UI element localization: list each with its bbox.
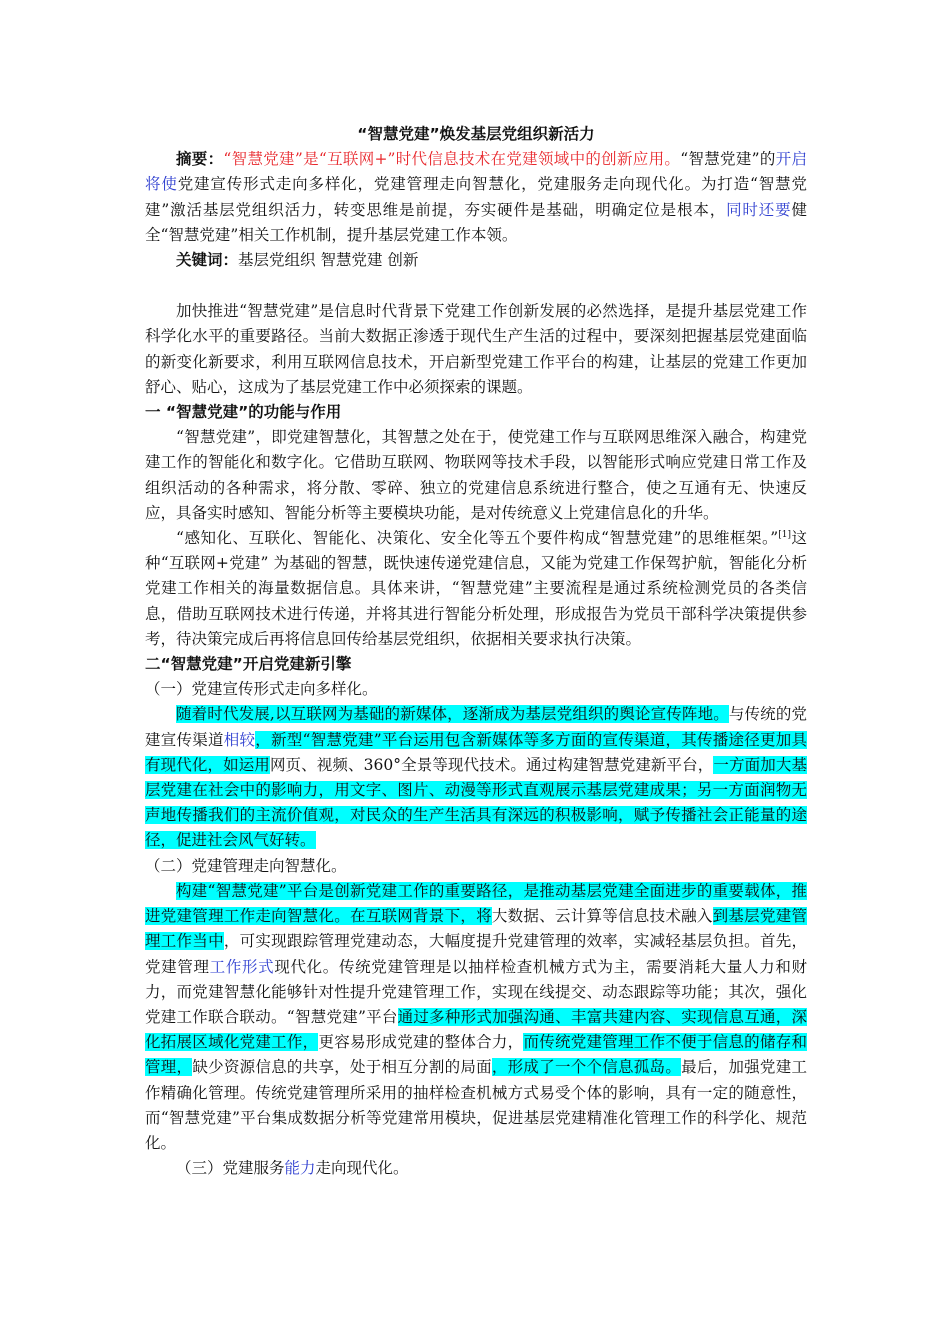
s2-highlight-5: ，形成了一个个信息孤岛。 [491,1058,682,1077]
sub3-blue: 能力 [284,1159,316,1178]
s2-highlight-2: 到基层党建管理工作当中 [145,907,807,951]
s2-text-6: 最后，加强党建工作精确化管理。传统党建管理所采用的抽样检查机械方式易受个体的影响，具有一定的随意性，而“智慧党建”平台集成数据分析等党建常用模块，促进基层党建精准化管理工作的科学化、规范化。 [145,1058,807,1152]
s2-highlight-1: 构建“智慧党建”平台是创新党建工作的重要路径，是推动基层党建全面进步的重要载体，推进党建管理工作走向智慧化。在互联网背景下，将 [145,881,807,926]
s1-text-2: 网页、视频、360°全景等现代技术。通过构建智慧党建新平台， [269,755,714,774]
subsection-2-paragraph [145,879,807,1156]
subsection-2-heading: （二）党建管理走向智慧化。 [145,856,347,875]
citation-1: [1] [778,530,791,541]
abstract-blue-2: 同时还要 [726,200,792,219]
s2-text-5: 缺少资源信息的共享，处于相互分割的局面 [192,1058,492,1077]
abstract-red-text: “智慧党建”是“互联网+”时代信息技术在党建领域中的创新应用。 [223,150,681,169]
s2-highlight-4: 而传统党建管理工作不便于信息的储存和管理， [145,1033,807,1077]
section-1-paragraph-1: “智慧党建”，即党建智慧化，其智慧之处在于，使党建工作与互联网思维深入融合，构建党建工作的智能化和数字化。它借助互联网、物联网等技术手段，以智能形式响应党建日常工作及组织活动的各种需求，将分散、零碎、独立的党建信息系统进行整合，使之互通有无、快速反应，具备实时感知、智能分析等主要模块功能，是对传统意义上党建信息化的升华。 [145,428,807,522]
abstract-text-2: 党建宣传形式走向多样化，党建管理走向智慧化，党建服务走向现代化。为打造“智慧党建”激活基层党组织活力，转变思维是前提，夯实硬件是基础，明确定位是根本， [145,175,807,219]
s2-text-1: 大数据、云计算等信息技术融入 [491,907,713,926]
abstract-text-3: 健全“智慧党建”相关工作机制，提升基层党建工作本领。 [145,200,807,244]
intro-paragraph: 加快推进“智慧党建”是信息时代背景下党建工作创新发展的必然选择，是提升基层党建工作科学化水平的重要路径。当前大数据正渗透于现代生产生活的过程中，要深刻把握基层党建面临的新变化新要求，利用互联网信息技术，开启新型党建工作平台的构建，让基层的党建工作更加舒心、贴心，这成为了基层党建工作中必须探索的课题。 [145,302,807,396]
document-title: “智慧党建”焕发基层党组织新活力 [357,125,595,143]
s1-highlight-1: 随着时代发展,以互联网为基础的新媒体，逐渐成为基层党组织的舆论宣传阵地。 [176,705,729,724]
section-2-heading: 二“智慧党建”开启党建新引擎 [145,655,352,674]
abstract-label: 摘要： [176,150,224,169]
subsection-1-heading: （一）党建宣传形式走向多样化。 [145,680,378,699]
keywords-text: 基层党组织 智慧党建 创新 [238,251,419,270]
s2-text-3: 现代化。传统党建管理是以抽样检查机械方式为主，需要消耗大量人力和财力，而党建智慧化能够针对性提升党建管理工作，实现在线提交、动态跟踪等功能；其次，强化党建工作联合联动。“智慧党建”平台 [145,957,807,1026]
s1-blue: 相较 [223,730,256,749]
s2-text-4: 更容易形成党建的整体合力， [318,1033,524,1052]
section-1-heading: 一 “智慧党建”的功能与作用 [145,403,342,422]
abstract-blue-1: 开启将使 [145,150,807,194]
s2-blue: 工作形式 [209,957,275,976]
s2-text-2: ，可实现跟踪管理党建动态，大幅度提升党建管理的效率，实减轻基层负担。首先，党建管理 [145,932,807,976]
sub3-text-b: 走向现代化。 [315,1159,409,1178]
abstract-text-1: “智慧党建”的 [680,150,776,169]
section-1-paragraph-2 [145,526,807,652]
s1-p2-text-b: 这种“互联网+党建” 为基础的智慧，既快速传递党建信息，又能为党建工作保驾护航，智能化分析党建工作相关的海量数据信息。具体来讲，“智慧党建”主要流程是通过系统检测党员的各类信息，借助互联网技术进行传递，并将其进行智能分析处理，形成报告为党员干部科学决策提供参考，待决策完成后再将信息回传给基层党组织，依据相关要求执行决策。 [145,529,807,648]
s1-highlight-3: 一方面加大基层党建在社会中的影响力，用文字、图片、动漫等形式直观展示基层党建成果；另一方面润物无声地传播我们的主流价值观，对民众的生产生活具有深远的积极影响，赋予传播社会正能量的途径，促进社会风气好转。 [145,755,807,850]
document-page [145,122,807,1181]
keywords-paragraph [145,248,807,273]
sub3-text-a: （三）党建服务 [176,1159,285,1178]
s1-text-1: 与传统的党建宣传渠道 [145,705,807,749]
keywords-label: 关键词： [176,251,239,270]
subsection-3-heading [145,1156,807,1181]
s1-p2-text-a: “感知化、互联化、智能化、决策化、安全化等五个要件构成“智慧党建”的思维框架。” [176,529,779,548]
abstract-paragraph [145,147,807,248]
subsection-1-paragraph [145,702,807,853]
s2-highlight-3: 通过多种形式加强沟通、丰富共建内容、实现信息互通，深化拓展区域化党建工作， [145,1007,807,1052]
s1-highlight-2: ，新型“智慧党建”平台运用包含新媒体等多方面的宣传渠道，其传播途径更加具有现代化，如运用 [145,730,807,774]
